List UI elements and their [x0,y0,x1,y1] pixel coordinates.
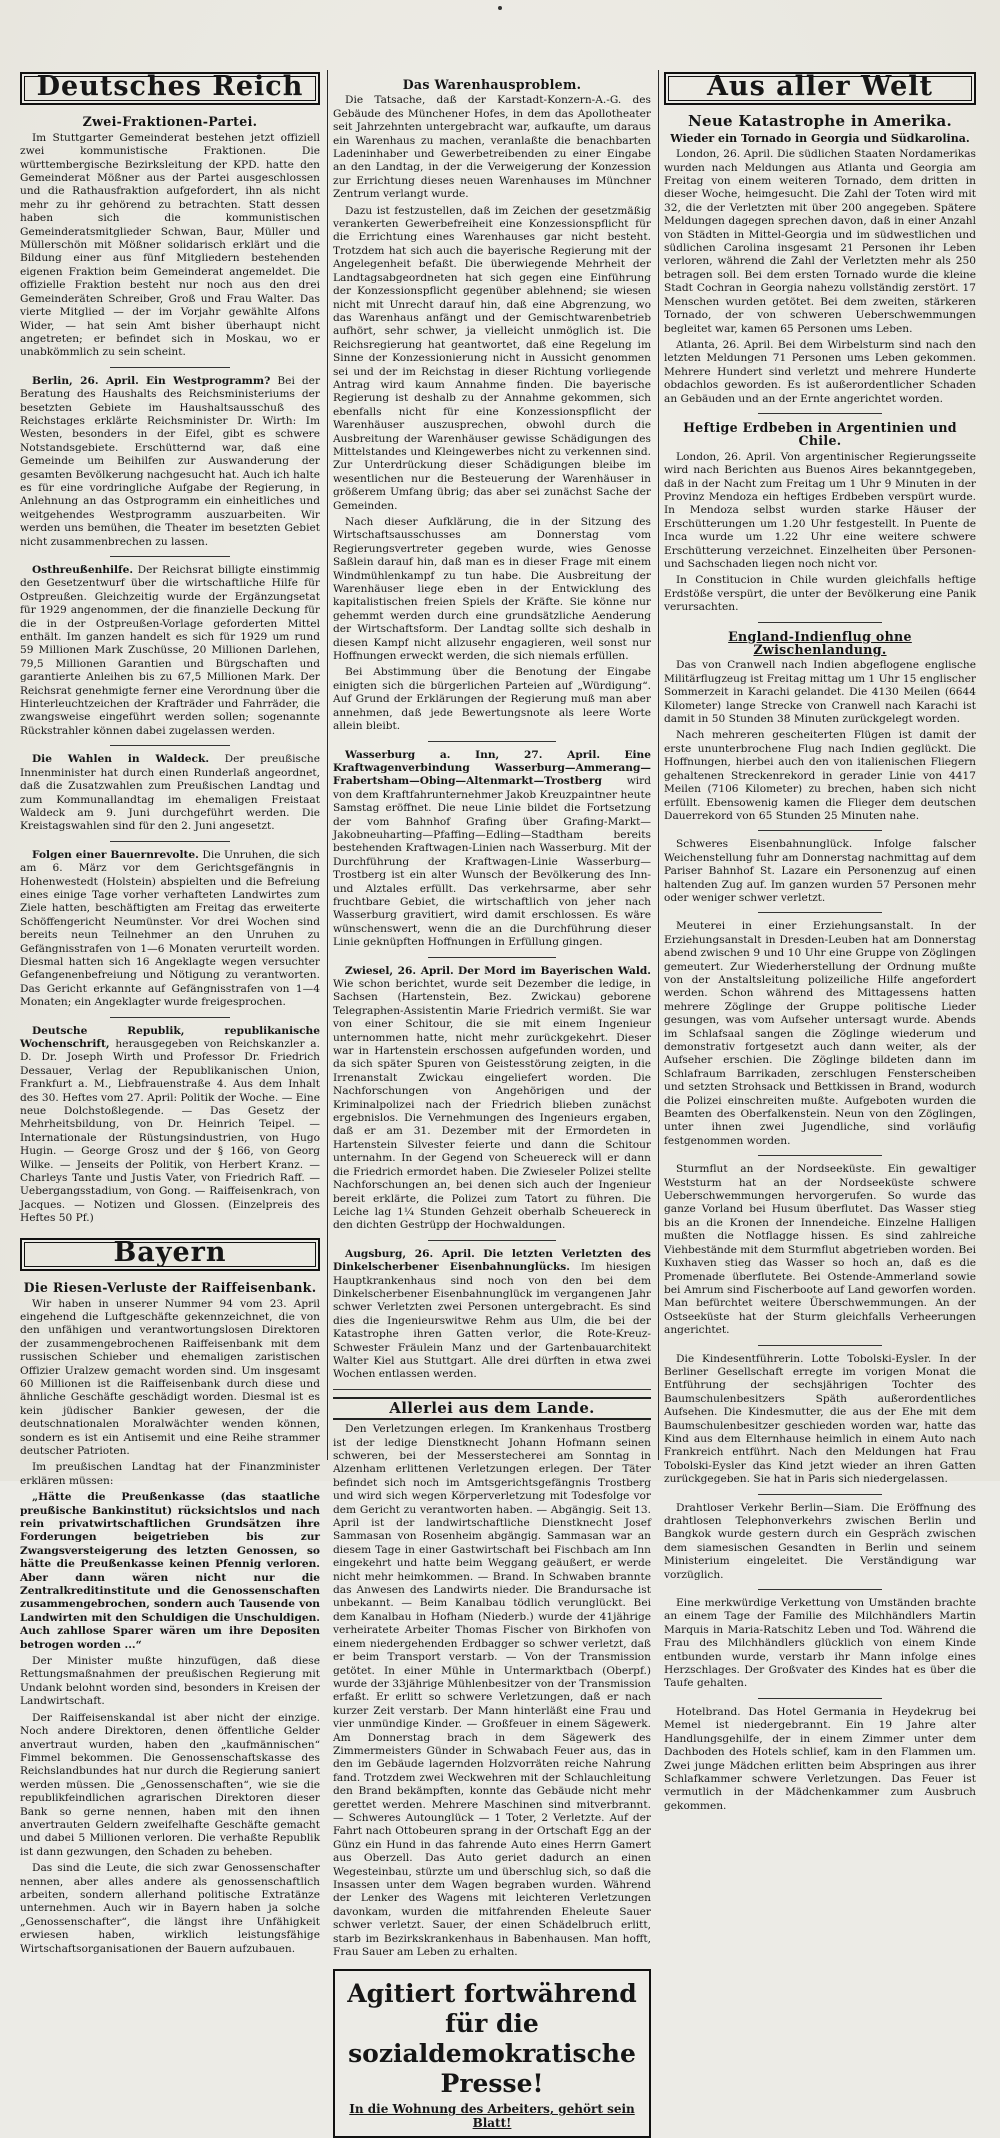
article-body: Den Verletzungen erlegen. Im Krankenhaus Trostberg ist der ledige Dienstknecht Johann Hofmann seinen schweren, bei der Messerstecherei am Sonntag in Alzenham erlittenen Verletzungen erlegen. Der Täter befindet sich noch im Amtsgerichtsgefängnis Trostberg und wird sich wegen Körperverletzung mit Todesfolge vor dem Gericht zu verantworten haben. — Abgängig. Seit 13. April ist der landwirtschaftliche Dienstknecht Josef Sammasan von Rosenheim abgängig. Sammasan war an diesem Tage in einer Gastwirtschaft bei Fischbach am Inn eingekehrt und hatte beim Weggang geäußert, er werde nicht mehr heimkommen. — Brand. In Schwaben brannte das Anwesen des Landwirts nieder. Die Brandursache ist unbekannt. — Beim Kanalbau tödlich verunglückt. Bei dem Kanalbau in Hofham (Niederb.) wurde der 41jährige verheiratete Arbeiter Thomas Fischer von Birkhofen von einem niedergehenden Erdbagger so schwer verletzt, daß er beim Transport verstarb. — Von der Transmission getötet. In einer Mühle in Untermarktbach (Oberpf.) wurde der 33jährige Mühlenbesitzer von der Transmission erfaßt. Er erlitt so schwere Verletzungen, daß er nach kurzer Zeit verstarb. Der Mann hinterläßt eine Frau und vier unmündige Kinder. — Großfeuer in einem Sägewerk. Am Donnerstag brach in dem Sägewerk des Zimmermeisters Günder in Schwabach Feuer aus, das in den im Gebäude lagernden Holzvorräten reiche Nahrung fand. Trotzdem zwei Weckwehren mit der Schlauchleitung den Brand bekämpften, konnte das Gebäude nicht mehr gerettet werden. Mehrere Maschinen sind mitverbrannt. — Schweres Autounglück — 1 Toter, 2 Verletzte. Auf der Fahrt nach Ottobeuren sprang in der Ortschaft Egg an der Günz ein Hund in das fahrende Auto eines Herrn Gamert aus Oberzell. Das Auto geriet dadurch an einen Wegesteinbau, stürzte um und überschlug sich, so daß die Insassen unter dem Wagen begraben wurden. Während der Lenker des Wagens mit leichteren Verletzungen davonkam, wurden die mitfahrenden Eheleute Sauer schwer verletzt. Sauer, der einen Schädelbruch erlitt, starb im Bezirkskrankenhaus in Babenhausen. Man hofft, Frau Sauer am Leben zu erhalten. [333,1423,651,1959]
section-title: Allerlei aus dem Lande. [333,1397,651,1420]
divider [110,745,230,746]
article-body: Atlanta, 26. April. Bei dem Wirbelsturm sind nach den letzten Meldungen 71 Personen ums Leben gekommen. Mehrere Hundert sind verletzt und mehrere Hunderte obdachlos geworden. Es ist außerordentlicher Schaden an Gebäuden und an der Ernte angerichtet worden. [664,338,976,405]
article-headline: Heftige Erdbeben in Argentinien und Chile. [683,419,957,449]
article-headline: Folgen einer Bauernrevolte. [32,848,199,861]
divider [758,830,883,831]
column-left [20,71,321,1955]
article-body: Bei Abstimmung über die Benotung der Eingabe einigten sich die bürgerlichen Parteien auf „Würdigung“. Auf Grund der Erklärungen der Regierung muß man aber annehmen, daß jede Bewertungsnote als leere Worte allein bleibt. [333,666,651,733]
column-rule-right [658,70,659,1460]
column-rule-left [327,70,328,1460]
dateline: Berlin, 26. April. [32,374,139,387]
article-body: Hotelbrand. Das Hotel Germania in Heydekrug bei Memel ist niedergebrannt. Ein 19 Jahre alter Handlungsgehilfe, der in einem Zimmer unter dem Dachboden des Hotels schlief, kam in den Flammen um. Zwei junge Mädchen erlitten beim Abspringen aus ihrer Schlafkammer schwere Verletzungen. Das Feuer ist vermutlich in der Mädchenkammer zum Ausbruch gekommen. [664,1705,976,1812]
column-right [664,71,976,1812]
divider [758,1345,883,1346]
article-body [20,1025,320,1226]
divider [110,1017,230,1018]
divider [758,1155,883,1156]
divider [758,622,883,623]
article-headline: Ein Westprogramm? [145,374,271,387]
article-quote: „Hätte die Preußenkasse (das staatliche preußische Bankinstitut) rücksichtslos und nach rein privatwirtschaftlichen Grundsätzen ihre Forderungen beigetrieben bis zur Zwangsversteigerung des letzten Genossen, so hätte die Preußenkasse keinen Pfennig verloren. Aber dann wären nicht nur die Zentralkreditinstitute und die Genossenschaften zusammengebrochen, sondern auch Tausende von Landwirten mit den Schuldigen die Unschuldigen. Auch zahllose Sparer wären um ihre Depositen betrogen worden ...“ [20,1491,320,1651]
article-headline: Neue Katastrophe in Amerika. [688,112,952,131]
article-body: Schweres Eisenbahnunglück. Infolge falscher Weichenstellung fuhr am Donnerstag nachmittag auf dem Pariser Bahnhof St. Lazare ein Personenzug auf einen haltenden Zug auf. Im ganzen wurden 57 Personen mehr oder weniger schwer verletzt. [664,838,976,904]
article-body [20,753,320,833]
divider [428,741,555,742]
article-text: Wie schon berichtet, wurde seit Dezember die ledige, in Sachsen (Hartenstein, Bez. Zwickau) geborene Telegraphen-Assistentin Marie Friedrich vermißt. Sie war von einer Schitour, die sie mit einem Ingenieur unternommen hatte, nicht mehr zurückgekehrt. Dieser war in Hartenstein erschossen aufgefunden worden, und da sich später Spuren von Geistesstörung zeigten, in die Irrenanstalt Zwickau eingeliefert worden. Die Nachforschungen von Angehörigen und der Kriminalpolizei nach der Friedrich blieben zunächst ergebnislos. Die Vernehmungen des Ingenieurs ergaben, daß er am 31. Dezember mit der Ermordeten in Hartenstein Silvester feierte und dann die Schitour unternahm. In der Gegend von Scheuereck will er dann die Friedrich ermordet haben. Die Zwieseler Polizei stellte Nachforschungen an, bei denen sich auch der Ingenieur bereit erklärte, die Polizei zum Tatort zu führen. Die Leiche lag 1¼ Stunden Gehzeit oberhalb Scheuereck in den dichten Gestrüpp der Hochwaldungen. [333,978,651,1232]
article-headline: Eine Kraftwagenverbindung Wasserburg—Ammerang—Frabertsham—Obing—Altenmarkt—Trostberg [333,748,651,788]
article-headline: Osthreußenhilfe. [32,564,134,576]
article-body: London, 26. April. Die südlichen Staaten Nordamerikas wurden nach Meldungen aus Atlanta und Georgia am Freitag von einem weiteren Tornado, dem dritten in dieser Woche, heimgesucht. Die Zahl der Toten wird mit 32, die der Verletzten mit über 200 angegeben. Spätere Meldungen dagegen sprechen davon, daß in einer Anzahl von Städten in Mittel-Georgia und im südwestlichen und südlichen Carolina insgesamt 21 Personen ihr Leben verloren, während die Zahl der Verletzten mehr als 250 betragen soll. Bei dem ersten Tornado wurde die kleine Stadt Cochran in Georgia nahezu vollständig zerstört. 17 Menschen wurden getötet. Bei dem zweiten, stärkeren Tornado, der von schweren Ueberschwemmungen begleitet war, kamen 65 Personen ums Leben. [664,148,976,335]
article-body: Dazu ist festzustellen, daß im Zeichen der gesetzmäßig verankerten Gewerbefreiheit eine Konzessionspflicht für die Errichtung eines Warenhauses gar nicht besteht. Trotzdem hat sich auch die bayerische Regierung mit der Angelegenheit befaßt. Die überwiegende Mehrheit der Landtagsabgeordneten hat sich gegen eine Einführung der Konzessionspflicht gegenüber ablehnend; sie wiesen nicht mit Unrecht darauf hin, daß eine Abgrenzung, wo das Warenhaus anfängt und der Gemischtwarenbetrieb aufhört, sehr schwer, ja vielleicht unmöglich ist. Die Reichsregierung hat geantwortet, daß eine Regelung im Sinne der Konzessionierung nicht in Aussicht genommen sei und der im Reichstag in dieser Richtung vorliegende Antrag wird kaum Annahme finden. Die bayerische Regierung ist deshalb zu der Annahme gekommen, sich ebenfalls nicht für eine Konzessionspflicht der Warenhäuser auszusprechen, obwohl durch die Ausbreitung der Warenhäuser gewisse Schädigungen des Mittelstandes und Kleingewerbes nicht zu verkennen sind. Zur Unterdrückung dieser Schädigungen bleibe im wesentlichen nur die Besteuerung der Warenhäuser in größerem Umfang übrig; das aber sei zunächst Sache der Gemeinden. [333,204,651,512]
article-text: Der preußische Innenminister hat durch einen Runderlaß angeordnet, daß die Zusatzwahlen zum Preußischen Landtag und zum Kommunallandtag im ehemaligen Freistaat Waldeck am 9. Juni durchgeführt werden. Die Kreistagswahlen sind für den 2. Juni angesetzt. [20,753,320,833]
article-subheadline: Wieder ein Tornado in Georgia und Südkarolina. [670,131,970,145]
article-body: Die Kindesentführerin. Lotte Tobolski-Eysler. In der Berliner Gesellschaft erregte im vorigen Monat die Entführung der sechsjährigen Tochter des Baumschulenbesitzers Späth außerordentliches Aufsehen. Die Kindesmutter, die aus der Ehe mit dem Baumschulenbesitzer geschieden worden war, hatte das Kind aus dem Elternhause heimlich in einem Auto nach Frankreich entführt. Nach den Meldungen hat Frau Tobolski-Eysler das Kind jetzt wieder an ihren Gatten zurückgegeben. Sie hat in Paris sich niedergelassen. [664,1352,976,1486]
divider [758,912,883,913]
dateline: Augsburg, 26. April. [345,1247,475,1260]
article-body: Meuterei in einer Erziehungsanstalt. In der Erziehungsanstalt in Dresden-Leuben hat am Donnerstag abend zwischen 9 und 10 Uhr eine Gruppe von Zöglingen gemeutert. Zur Wiederherstellung der Ordnung mußte von der Anstaltsleitung polizeiliche Hilfe angefordert werden. Schon während des Mittagessens hatten mehrere Zöglinge der Gruppe politische Lieder gesungen, was vom Aufseher untersagt wurde. Abends im Schlafsaal sangen die Zöglinge wiederum und demonstrativ fortgesetzt auch dann weiter, als der Aufseher erschien. Die Zöglinge bildeten dann im Schlafraum Barrikaden, zerschlugen Fensterscheiben und setzten Strohsack und Bettkissen in Brand, wodurch die Polizei einschreiten mußte. Aufgeboten wurden die Beamten des Oberfalkenstein. Neun von den Zöglingen, unter ihnen zwei Jugendliche, sind vorläufig festgenommen worden. [664,920,976,1147]
article-text: Im hiesigen Hauptkrankenhaus sind noch von den bei dem Dinkelscherbener Eisenbahnunglück im vergangenen Jahr schwer Verletzten zwei Personen untergebracht. Es sind dies die Ingenieurswitwe Rehm aus Ulm, die bei der Katastrophe ihren Gatten verlor, die Rote-Kreuz-Schwester Fräulein Manz und der Gartenbauarchitekt Walter Kiel aus Stuttgart. Alle drei dürften in etwa zwei Wochen entlassen werden. [333,1261,651,1381]
section-banner-aus-aller-welt [664,72,976,105]
divider [758,413,883,414]
article-text: wird von dem Kraftfahrunternehmer Jakob Kreuzpaintner heute Samstag eröffnet. Die neue Linie bildet die Fortsetzung der vom Bahnhof Grafing über Grafing-Markt—Jakobneuharting—Pfaffing—Edling—Stadtham bereits bestehenden Kraftwagen-Linien nach Wasserburg. Mit der Durchführung der Kraftwagen-Linie Wasserburg—Trostberg ist ein alter Wunsch der Bevölkerung des Inn- und Alztales erfüllt. Das verkehrsarme, aber sehr fruchtbare Gebiet, die wirtschaftlich von jeher nach Wasserburg gravitiert, wird damit erschlossen. Es wäre wünschenswert, wenn die an die Durchführung dieser Linie geknüpften Hoffnungen in Erfüllung gingen. [333,775,651,949]
section-banner-bayern [20,1238,320,1271]
article-body: Die Tatsache, daß der Karstadt-Konzern-A.-G. des Gebäude des Münchener Hofes, in dem das Apollotheater seit Jahrzehnten untergebracht war, aufkaufte, um daraus ein Warenhaus zu machen, veranlaßte die benachbarten Ladeninhaber und Gewerbetreibenden zu einer Eingabe an den Landtag, in der die Verweigerung der Konzession zur Errichtung dieses neuen Warenhauses im Münchner Zentrum verlangt wurde. [333,94,651,201]
article-text: herausgegeben von Reichskanzler a. D. Dr. Joseph Wirth und Professor Dr. Friedrich Dessauer, Verlag der Republikanischen Union, Frankfurt a. M., Liebfrauenstraße 4. Aus dem Inhalt des 30. Heftes vom 27. April: Politik der Woche. — Eine neue Dolchstoßlegende. — Das Gesetz der Mehrheitsbildung, von Dr. Heinrich Teipel. — Internationale der Rüstungsindustrien, von Hugo Hugin. — George Grosz und der § 166, von Georg Wilke. — Jenseits der Politik, von Herbert Kranz. — Charleys Tante und Justis Vater, von Friedrich Raff. — Uebergangsstadium, von Gong. — Raiffeisenkrach, von Jacques. — Notizen und Glossen. (Einzelpreis des Heftes 50 Pf.) [20,1038,320,1225]
article-headline: Die Riesen-Verluste der Raiffeisenbank. [23,1280,317,1296]
column-middle [333,72,651,2130]
article-body: In Constitucion in Chile wurden gleichfalls heftige Erdstöße verspürt, die unter der Bevölkerung eine Panik verursachten. [664,574,976,614]
section-title: Aus aller Welt [706,71,934,102]
article-body [20,849,320,1010]
article-body: Das von Cranwell nach Indien abgeflogene englische Militärflugzeug ist Freitag mittag um 1 Uhr 15 englischer Sommerzeit in Karachi gelandet. Die 4130 Meilen (6644 Kilometer) lange Strecke von Cranwell nach Karachi ist damit in 50 Stunden 38 Minuten zurückgelegt worden. [664,659,976,726]
article-text: Bei der Beratung des Haushalts des Reichsministeriums der besetzten Gebiete im Haushaltsausschuß des Reichstages erklärte Reichsminister Dr. Wirth: Im Westen, besonders in der Eifel, gibt es schwere Notstandsgebiete. Erschütternd war, daß eine Gemeinde um Beihilfen zur Auswanderung der gesamten Bevölkerung nachgesucht hat. Auch ich halte es für eine vordringliche Aufgabe der Regierung, in Anlehnung an das Ostprogramm ein einheitliches und weitgehendes Westprogramm auszuarbeiten. Wir werden uns bemühen, die Theater im besetzten Gebiet nicht zusammenbrechen zu lassen. [20,374,321,548]
article-headline: Der Mord im Bayerischen Wald. [458,964,651,977]
article-headline: Das Warenhausproblem. [402,77,582,92]
page-mark [498,6,502,10]
section-banner-deutsches-reich [20,72,320,105]
article-body: Im preußischen Landtag hat der Finanzminister erklären müssen: [20,1461,320,1487]
article-body: Sturmflut an der Nordseeküste. Ein gewaltiger Weststurm hat an der Nordseeküste schwere Ueberschwemmungen hervorgerufen. So wurde das ganze Vorland bei Husum überflutet. Das Wasser stieg bis an die Kronen der Innendeiche. Einzelne Halligen mußten die Notflagge hissen. Es sind zahlreiche Viehbestände mit dem Sturmflut abgetrieben worden. Bei Kuxhaven stieg das Wasser so hoch an, daß es die Promenade überflutete. Bei Ostende-Ammerland sowie bei Amrum sind Fischerboote auf Land geworfen worden. Man befürchtet weitere Überschwemmungen. An der Ostseeküste hat der Sturm gleichfalls Verheerungen angerichtet. [664,1163,976,1337]
article-body: Nach mehreren gescheiterten Flügen ist damit der erste ununterbrochene Flug nach Indien geglückt. Die Hoffnungen, hierbei auch den von italienischen Fliegern gehaltenen Streckenrekord in gerader Linie von 4417 Meilen (7106 Kilometer) zu brechen, haben sich nicht erfüllt. Ebensowenig kamen die Flieger dem deutschen Dauerrekord von 65 Stunden 25 Minuten nahe. [664,729,976,822]
article-body: Wir haben in unserer Nummer 94 vom 23. April eingehend die Luftgeschäfte gekennzeichnet, die von den unfähigen und verantwortungslosen Direktoren der zusammengebrochenen Raiffeisenbank mit dem russischen Schieber und ehemaligen zaristischen Offizier Uralzew gemacht worden sind. Um insgesamt 60 Millionen ist die Raiffeisenbank durch diese und ähnliche Geschäfte geschädigt worden. Diesmal ist es kein jüdischer Bankier gewesen, der die deutschnationalen Moralwächter wenden können, sondern es ist ein Antisemit und eine Reihe strammer deutscher Patrioten. [20,1297,320,1457]
article-headline: Die letzten Verletzten des Dinkelscherbener Eisenbahnunglücks. [333,1247,651,1274]
article-text: Die Unruhen, die sich am 6. März vor dem Gerichtsgefängnis in Hohenwestedt (Holstein) abspielten und die Befreiung eines einige Tage vorher verhafteten Landwirtes zum Ziele hatten, beschäftigten am Freitag das erweiterte Schöffengericht Neumünster. Vor drei Wochen sind bereits neun Teilnehmer an den Unruhen zu Gefängnisstrafen von 1—6 Monaten verurteilt worden. Diesmal hatten sich 16 Angeklagte wegen versuchter Gefangenenbefreiung und Nötigung zu verantworten. Das Gericht erkannte auf Gefängnisstrafen von 1—4 Monaten; ein Angeklagter wurde freigesprochen. [20,848,320,1009]
divider [428,957,555,958]
article-headline: England-Indienflug ohne Zwischenlandung. [728,628,912,658]
divider [110,367,230,368]
article-text: Der Reichsrat billigte einstimmig den Gesetzentwurf über die wirtschaftliche Hilfe für Ostpreußen. Gleichzeitig wurde der Ergänzungsetat für 1929 angenommen, der die finanzielle Deckung für die in der Ostpreußen-Vorlage geforderten Mittel enthält. Im ganzen handelt es sich für 1929 um rund 59 Millionen Mark Zuschüsse, 20 Millionen Darlehen, 79,5 Millionen Garantien und Bürgschaften und garantierte Anleihen bis zu 67,5 Millionen Mark. Der Reichsrat genehmigte ferner eine Verordnung über die Hinterleuchtzeichen der Krafträder und Fahrräder, die zwangsweise eingeführt werden sollen; sogenannte Rückstrahler können dabei zugelassen werden. [20,564,321,737]
article-headline: Deutsche Republik, republikanische Wochenschrift, [20,1024,320,1050]
divider [758,1589,883,1590]
article-body: Der Minister mußte hinzufügen, daß diese Rettungsmaßnahmen der preußischen Regierung mit Undank belohnt worden sind, besonders in Kreisen der Landwirtschaft. [20,1655,320,1708]
divider [428,1240,555,1241]
article-body [333,1248,651,1382]
ad-slogan: Agitiert fortwährend für die sozialdemokratische Presse! [347,1979,637,2099]
dateline: Zwiesel, 26. April. [345,964,454,977]
article-body [20,564,320,738]
article-body: London, 26. April. Von argentinischer Regierungsseite wird nach Berichten aus Buenos Aires bekanntgegeben, daß in der Nacht zum Freitag um 1 Uhr 9 Minuten in der Provinz Mendoza ein heftiges Erdbeben verspürt wurde. In Mendoza selbst wurden starke Häuser der Erschütterungen um 1.20 Uhr festgestellt. In Puente de Inca wurde um 1.22 Uhr eine weitere schwere Erschütterung verzeichnet. Einzelheiten über Personen- und Sachschaden liegen noch nicht vor. [664,450,976,570]
section-title: Bayern [113,1236,227,1268]
article-body: Der Raiffeisenskandal ist aber nicht der einzige. Noch andere Direktoren, denen öffentliche Gelder anvertraut wurden, haben den „kaufmännischen“ Fimmel bekommen. Die Genossenschaftskasse des Reichslandbundes hat nur durch die Regierung saniert werden müssen. Die „Genossenschaften“, wie sie die republikfeindlichen agrarischen Direktoren dieser Bank so gerne nennen, haben mit den ihnen anvertrauten Geldern zweifelhafte Geschäfte gemacht und dabei 5 Millionen verloren. Die verhaßte Republik ist dann gezwungen, den Schaden zu beheben. [20,1711,320,1858]
article-body [333,749,651,950]
advertisement-box [333,1969,651,2138]
article-headline: Die Wahlen in Waldeck. [32,753,210,766]
divider [110,841,230,842]
article-body: Nach dieser Aufklärung, die in der Sitzung des Wirtschaftsausschusses am Donnerstag vom Regierungsvertreter gegeben wurde, wies Genosse Saßlein darauf hin, daß man es in dieser Frage mit einem Windmühlenkampf zu tun habe. Die Ausbreitung der Warenhäuser liege eben in der Entwicklung des kapitalistischen freien Spiels der Kräfte. Sie könne nur gehemmt werden durch eine grundsätzliche Aenderung der Wirtschaftsform. Der Landtag sollte sich deshalb in diesen Kampf nicht allzusehr engagieren, weil sonst nur Hoffnungen erweckt werden, die sich niemals erfüllen. [333,516,651,663]
article-body: Drahtloser Verkehr Berlin—Siam. Die Eröffnung des drahtlosen Telephonverkehrs zwischen Berlin und Bangkok wurde gestern durch ein Gespräch zwischen dem siamesischen Gesandten in Berlin und seinem Ministerium eingeleitet. Die Verständigung war vorzüglich. [664,1501,976,1581]
section-title: Deutsches Reich [36,71,304,102]
article-body [333,965,651,1233]
article-headline: Zwei-Fraktionen-Partei. [82,114,258,130]
article-body [20,375,320,549]
dateline: Wasserburg a. Inn, 27. April. [345,748,601,761]
article-body: Im Stuttgarter Gemeinderat bestehen jetzt offiziell zwei kommunistische Fraktionen. Die württembergische Bezirksleitung der KPD. hatte den Gemeinderat Mößner aus der Partei ausgeschlossen und die Rathausfraktion aufgefordert, ihn als nicht mehr zu ihr gehörend zu betrachten. Statt dessen haben sich die kommunistischen Gemeinderatsmitglieder Schwan, Baur, Müller und Müllerschön mit Mößner solidarisch erklärt und die Bildung einer aus fünf Mitgliedern bestehenden eigenen Fraktion beim Gemeinderat angemeldet. Die offizielle Fraktion besteht nur noch aus den drei Gemeinderäten Schreiber, Groß und Frau Walter. Das vierte Mitglied — der im Vorjahr gewählte Alfons Wider, — hat sein Amt bisher überhaupt nicht angetreten; er befindet sich in Moskau, wo er unabkömmlich zu sein scheint. [20,131,320,359]
divider [333,1389,651,1390]
divider [110,556,230,557]
ad-tagline: In die Wohnung des Arbeiters, gehört sein Blatt! [349,2102,635,2130]
divider [758,1494,883,1495]
article-body: Das sind die Leute, die sich zwar Genossenschafter nennen, aber alles andere als genossenschaftlich arbeiten, sondern allerhand politische Extratänze unternehmen. Auch wir in Bayern haben ja solche „Genossenschafter“, die längst ihre Unfähigkeit erwiesen haben, wirklich leistungsfähige Wirtschaftsorganisationen der Bauern aufzubauen. [20,1862,320,1955]
article-body: Eine merkwürdige Verkettung von Umständen brachte an einem Tage der Familie des Milchhändlers Martin Marquis in Maria-Ratschitz Leben und Tod. Während die Frau des Milchhändlers glücklich von einem Kinde entbunden wurde, verstarb ihr Mann infolge eines Herzschlages. Der Großvater des Kindes hat es über die Taufe gehalten. [664,1597,976,1690]
divider [758,1698,883,1699]
